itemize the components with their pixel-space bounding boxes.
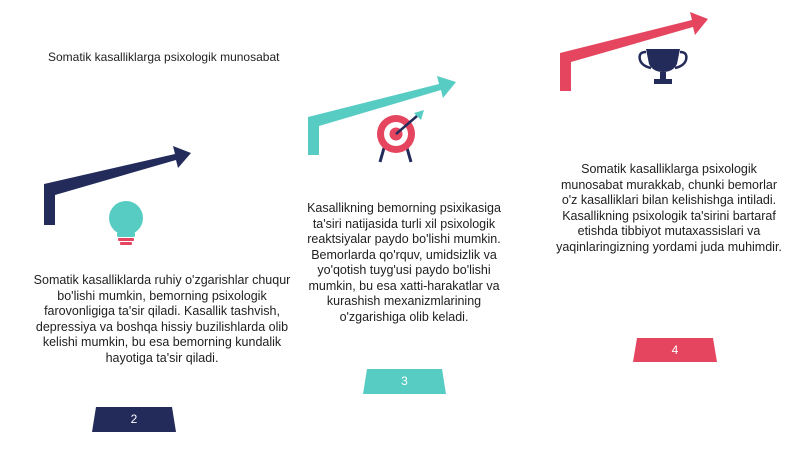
target-icon	[377, 110, 424, 162]
step-2-number: 2	[130, 412, 138, 426]
lightbulb-icon	[109, 201, 143, 245]
step-4-number: 4	[671, 343, 679, 357]
trophy-icon	[640, 49, 687, 84]
step-3-number: 3	[401, 374, 408, 388]
step-2-text: Somatik kasalliklarda ruhiy o'zgarishlar chuqur bo'lishi mumkin, bemorning psixologik farovonligiga ta'sir qiladi. Kasallik tashvish, depressiya va boshqa hissiy buzilishlarda olib kelishi mumkin, bu esa bemorning kundalik hayotiga ta'sir qiladi.	[33, 273, 291, 365]
step-3-text: Kasallikning bemorning psixikasiga ta'siri natijasida turli xil psixologik reaktsiyalar paydo bo'lishi mumkin. Bemorlarda qo'rquv, umidsizlik va yo'qotish tuyg'usi paydo bo'lishi mumkin, bu esa xatti-harakatlar va kurashish mexanizmlarining o'zgarishiga olib keladi.	[307, 201, 501, 324]
step-4-text: Somatik kasalliklarga psixologik munosabat murakkab, chunki bemorlar o'z kasalliklari bilan kelishishga intiladi. Kasallikning psixologik ta'sirini bartaraf etishda tibbiyot mutaxassislari va yaqinlaringizning yordami juda muhimdir.	[556, 162, 782, 254]
step-4-arrow	[560, 12, 708, 91]
slide-title: Somatik kasalliklarga psixologik munosabat	[48, 50, 280, 64]
